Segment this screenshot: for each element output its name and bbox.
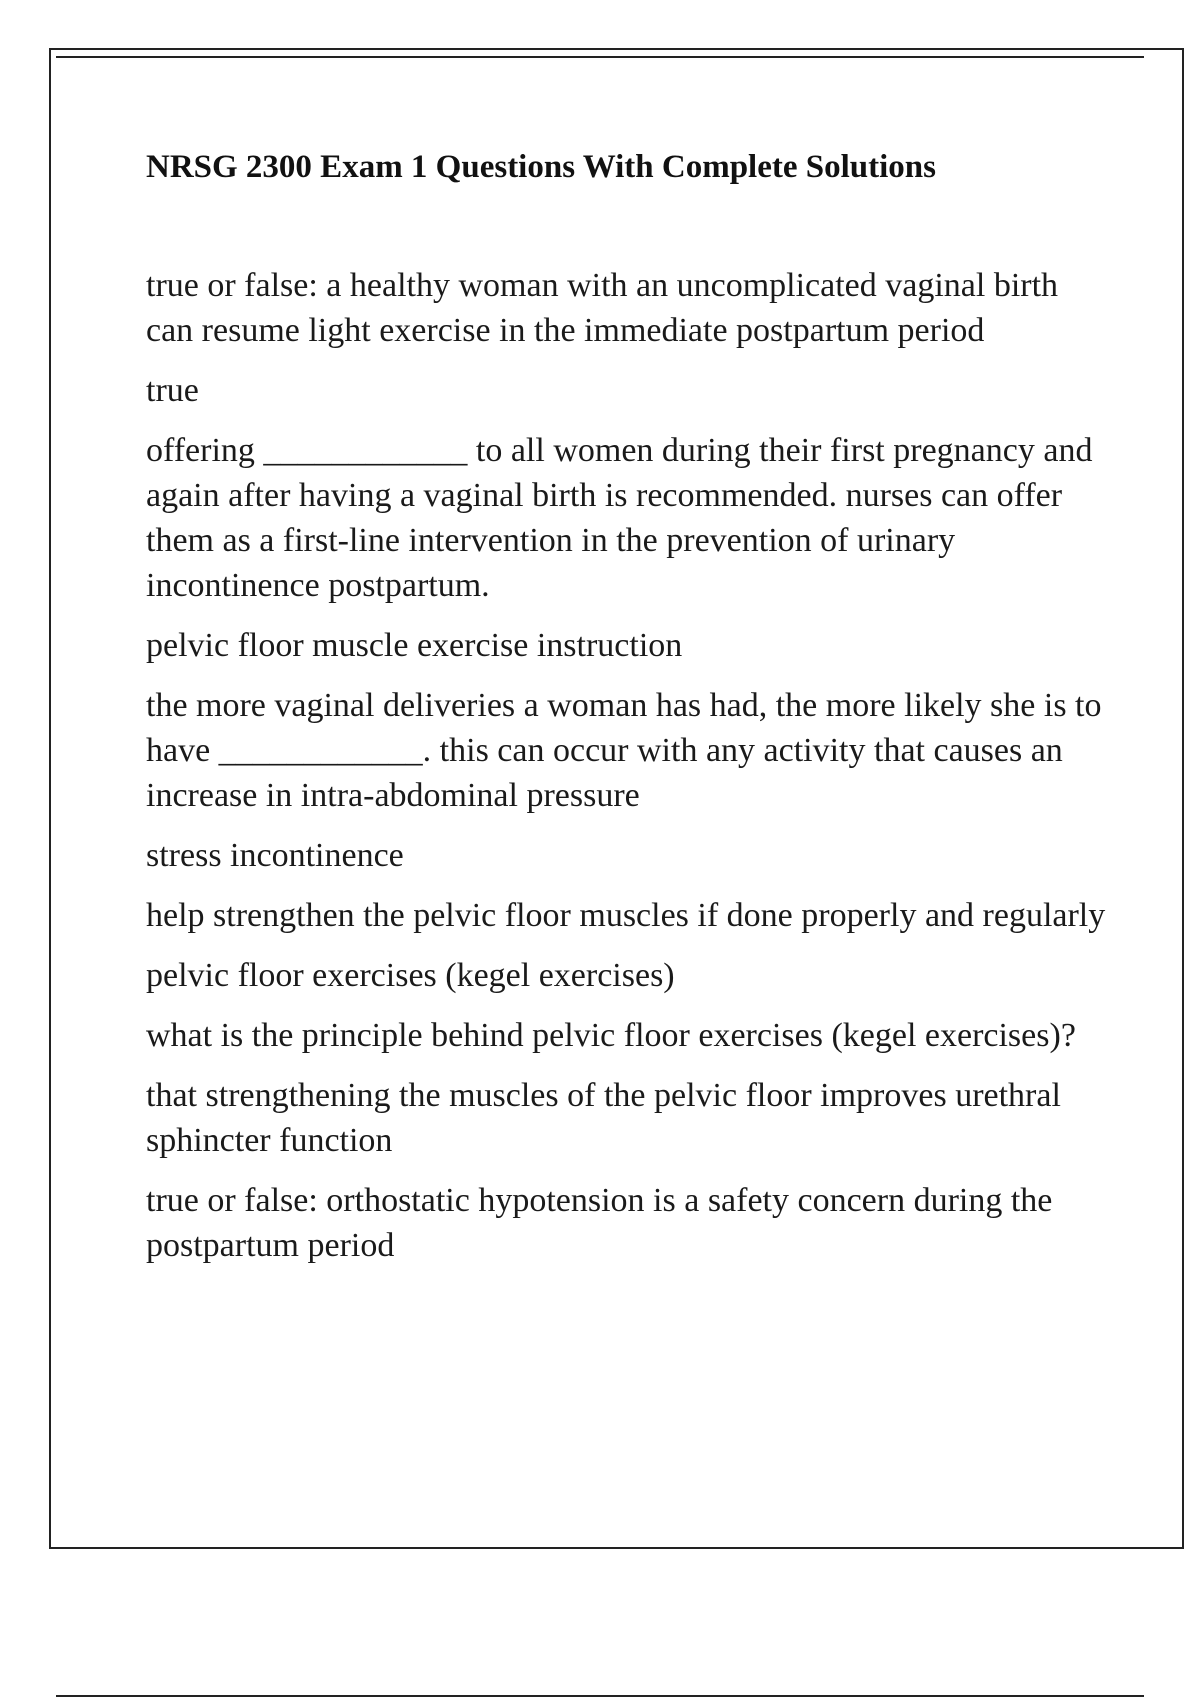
answer-text: pelvic floor muscle exercise instruction bbox=[146, 627, 683, 664]
question-text: help strengthen the pelvic floor muscles if done properly and regularly bbox=[146, 897, 1106, 934]
question-text: true or false: orthostatic hypotension is a safety concern during the postpartum period bbox=[146, 1182, 1053, 1264]
answer-text: true bbox=[146, 372, 199, 409]
question-text: true or false: a healthy woman with an uncomplicated vaginal birth can resume light exercise in the immediate postpartum period bbox=[146, 267, 1059, 349]
answer-text: stress incontinence bbox=[146, 837, 404, 874]
question-text: offering ____________ to all women during their first pregnancy and again after having a vaginal birth is recommended. nurses can offer them as a first-line intervention in the prevention of urinary incontinence postpartum. bbox=[146, 432, 1093, 604]
top-rule bbox=[56, 56, 1144, 58]
qa-list bbox=[146, 263, 1106, 1268]
bottom-rule bbox=[56, 1695, 1144, 1697]
question-text: what is the principle behind pelvic floor exercises (kegel exercises)? bbox=[146, 1017, 1076, 1054]
answer-text: that strengthening the muscles of the pelvic floor improves urethral sphincter function bbox=[146, 1077, 1061, 1159]
document-body bbox=[146, 142, 1106, 1283]
question-text: the more vaginal deliveries a woman has had, the more likely she is to have ____________. this can occur with any activity that causes an increase in intra-abdominal pressure bbox=[146, 687, 1102, 814]
answer-text: pelvic floor exercises (kegel exercises) bbox=[146, 957, 675, 994]
document-title: NRSG 2300 Exam 1 Questions With Complete Solutions bbox=[146, 149, 936, 185]
